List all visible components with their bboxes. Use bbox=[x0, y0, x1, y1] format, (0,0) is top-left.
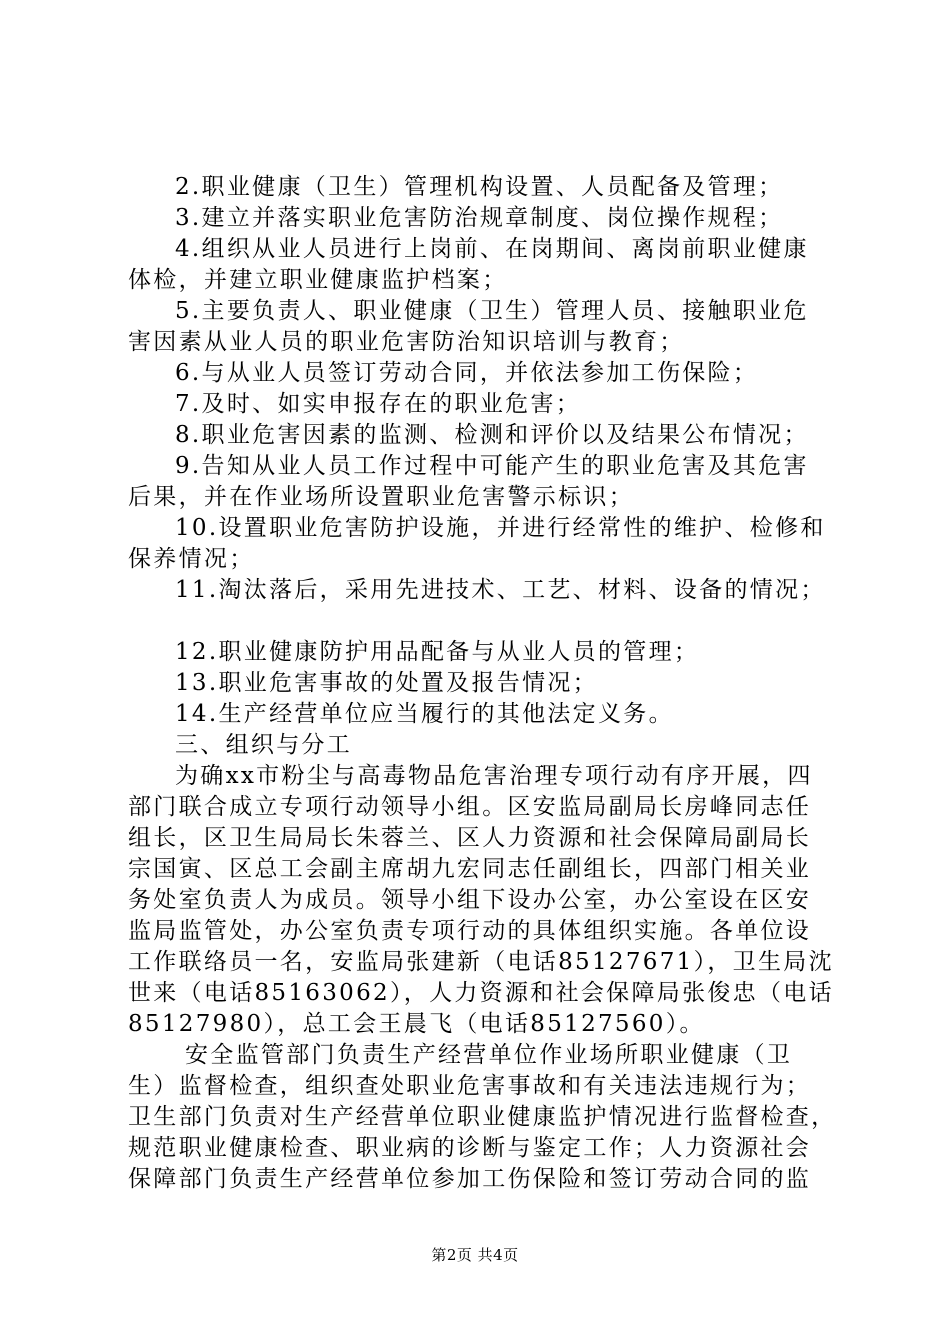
text-line: 卫生部门负责对生产经营单位职业健康监护情况进行监督检查， bbox=[128, 1104, 837, 1130]
text-line: 13.职业危害事故的处置及报告情况； bbox=[175, 670, 598, 696]
text-line: 世来（电话85163062），人力资源和社会保障局张俊忠（电话 bbox=[128, 980, 834, 1006]
text-line: 11.淘汰落后，采用先进技术、工艺、材料、设备的情况； bbox=[175, 577, 826, 603]
text-line: 工作联络员一名，安监局张建新（电话85127671），卫生局沈 bbox=[128, 949, 834, 975]
text-line: 5.主要负责人、职业健康（卫生）管理人员、接触职业危 bbox=[175, 298, 809, 324]
text-line: 务处室负责人为成员。领导小组下设办公室，办公室设在区安 bbox=[128, 887, 812, 913]
text-line: 体检，并建立职业健康监护档案； bbox=[128, 267, 508, 293]
text-line: 安全监管部门负责生产经营单位作业场所职业健康（卫 bbox=[185, 1042, 793, 1068]
text-line: 生）监督检查，组织查处职业危害事故和有关违法违规行为； bbox=[128, 1073, 812, 1099]
document-body bbox=[128, 172, 837, 1195]
text-line: 10.设置职业危害防护设施，并进行经常性的维护、检修和 bbox=[175, 515, 826, 541]
section-heading: 三、组织与分工 bbox=[175, 732, 353, 758]
text-line: 害因素从业人员的职业危害防治知识培训与教育； bbox=[128, 329, 685, 355]
text-line: 为确xx市粉尘与高毒物品危害治理专项行动有序开展，四 bbox=[175, 763, 813, 789]
text-line: 9.告知从业人员工作过程中可能产生的职业危害及其危害 bbox=[175, 453, 809, 479]
text-line: 2.职业健康（卫生）管理机构设置、人员配备及管理； bbox=[175, 174, 784, 200]
text-line: 宗国寅、区总工会副主席胡九宏同志任副组长，四部门相关业 bbox=[128, 856, 812, 882]
text-line: 后果，并在作业场所设置职业危害警示标识； bbox=[128, 484, 634, 510]
text-line: 规范职业健康检查、职业病的诊断与鉴定工作；人力资源社会 bbox=[128, 1135, 812, 1161]
text-line: 14.生产经营单位应当履行的其他法定义务。 bbox=[175, 701, 674, 727]
text-line: 监局监管处，办公室负责专项行动的具体组织实施。各单位设 bbox=[128, 918, 812, 944]
page-number: 第2页 共4页 bbox=[431, 1246, 519, 1264]
text-line: 保养情况； bbox=[128, 546, 255, 572]
text-line: 3.建立并落实职业危害防治规章制度、岗位操作规程； bbox=[175, 205, 784, 231]
text-line: 4.组织从业人员进行上岗前、在岗期间、离岗前职业健康 bbox=[175, 236, 809, 262]
text-line: 部门联合成立专项行动领导小组。区安监局副局长房峰同志任 bbox=[128, 794, 812, 820]
text-line: 8.职业危害因素的监测、检测和评价以及结果公布情况； bbox=[175, 422, 809, 448]
text-line: 组长，区卫生局局长朱蓉兰、区人力资源和社会保障局副局长 bbox=[128, 825, 812, 851]
text-line: 6.与从业人员签订劳动合同，并依法参加工伤保险； bbox=[175, 360, 759, 386]
text-line: 7.及时、如实申报存在的职业危害； bbox=[175, 391, 582, 417]
text-line: 保障部门负责生产经营单位参加工伤保险和签订劳动合同的监 bbox=[128, 1166, 812, 1192]
blank-line bbox=[128, 606, 833, 637]
page-footer bbox=[0, 1244, 950, 1265]
text-line: 85127980），总工会王晨飞（电话85127560）。 bbox=[128, 1011, 705, 1037]
text-line: 12.职业健康防护用品配备与从业人员的管理； bbox=[175, 639, 700, 665]
